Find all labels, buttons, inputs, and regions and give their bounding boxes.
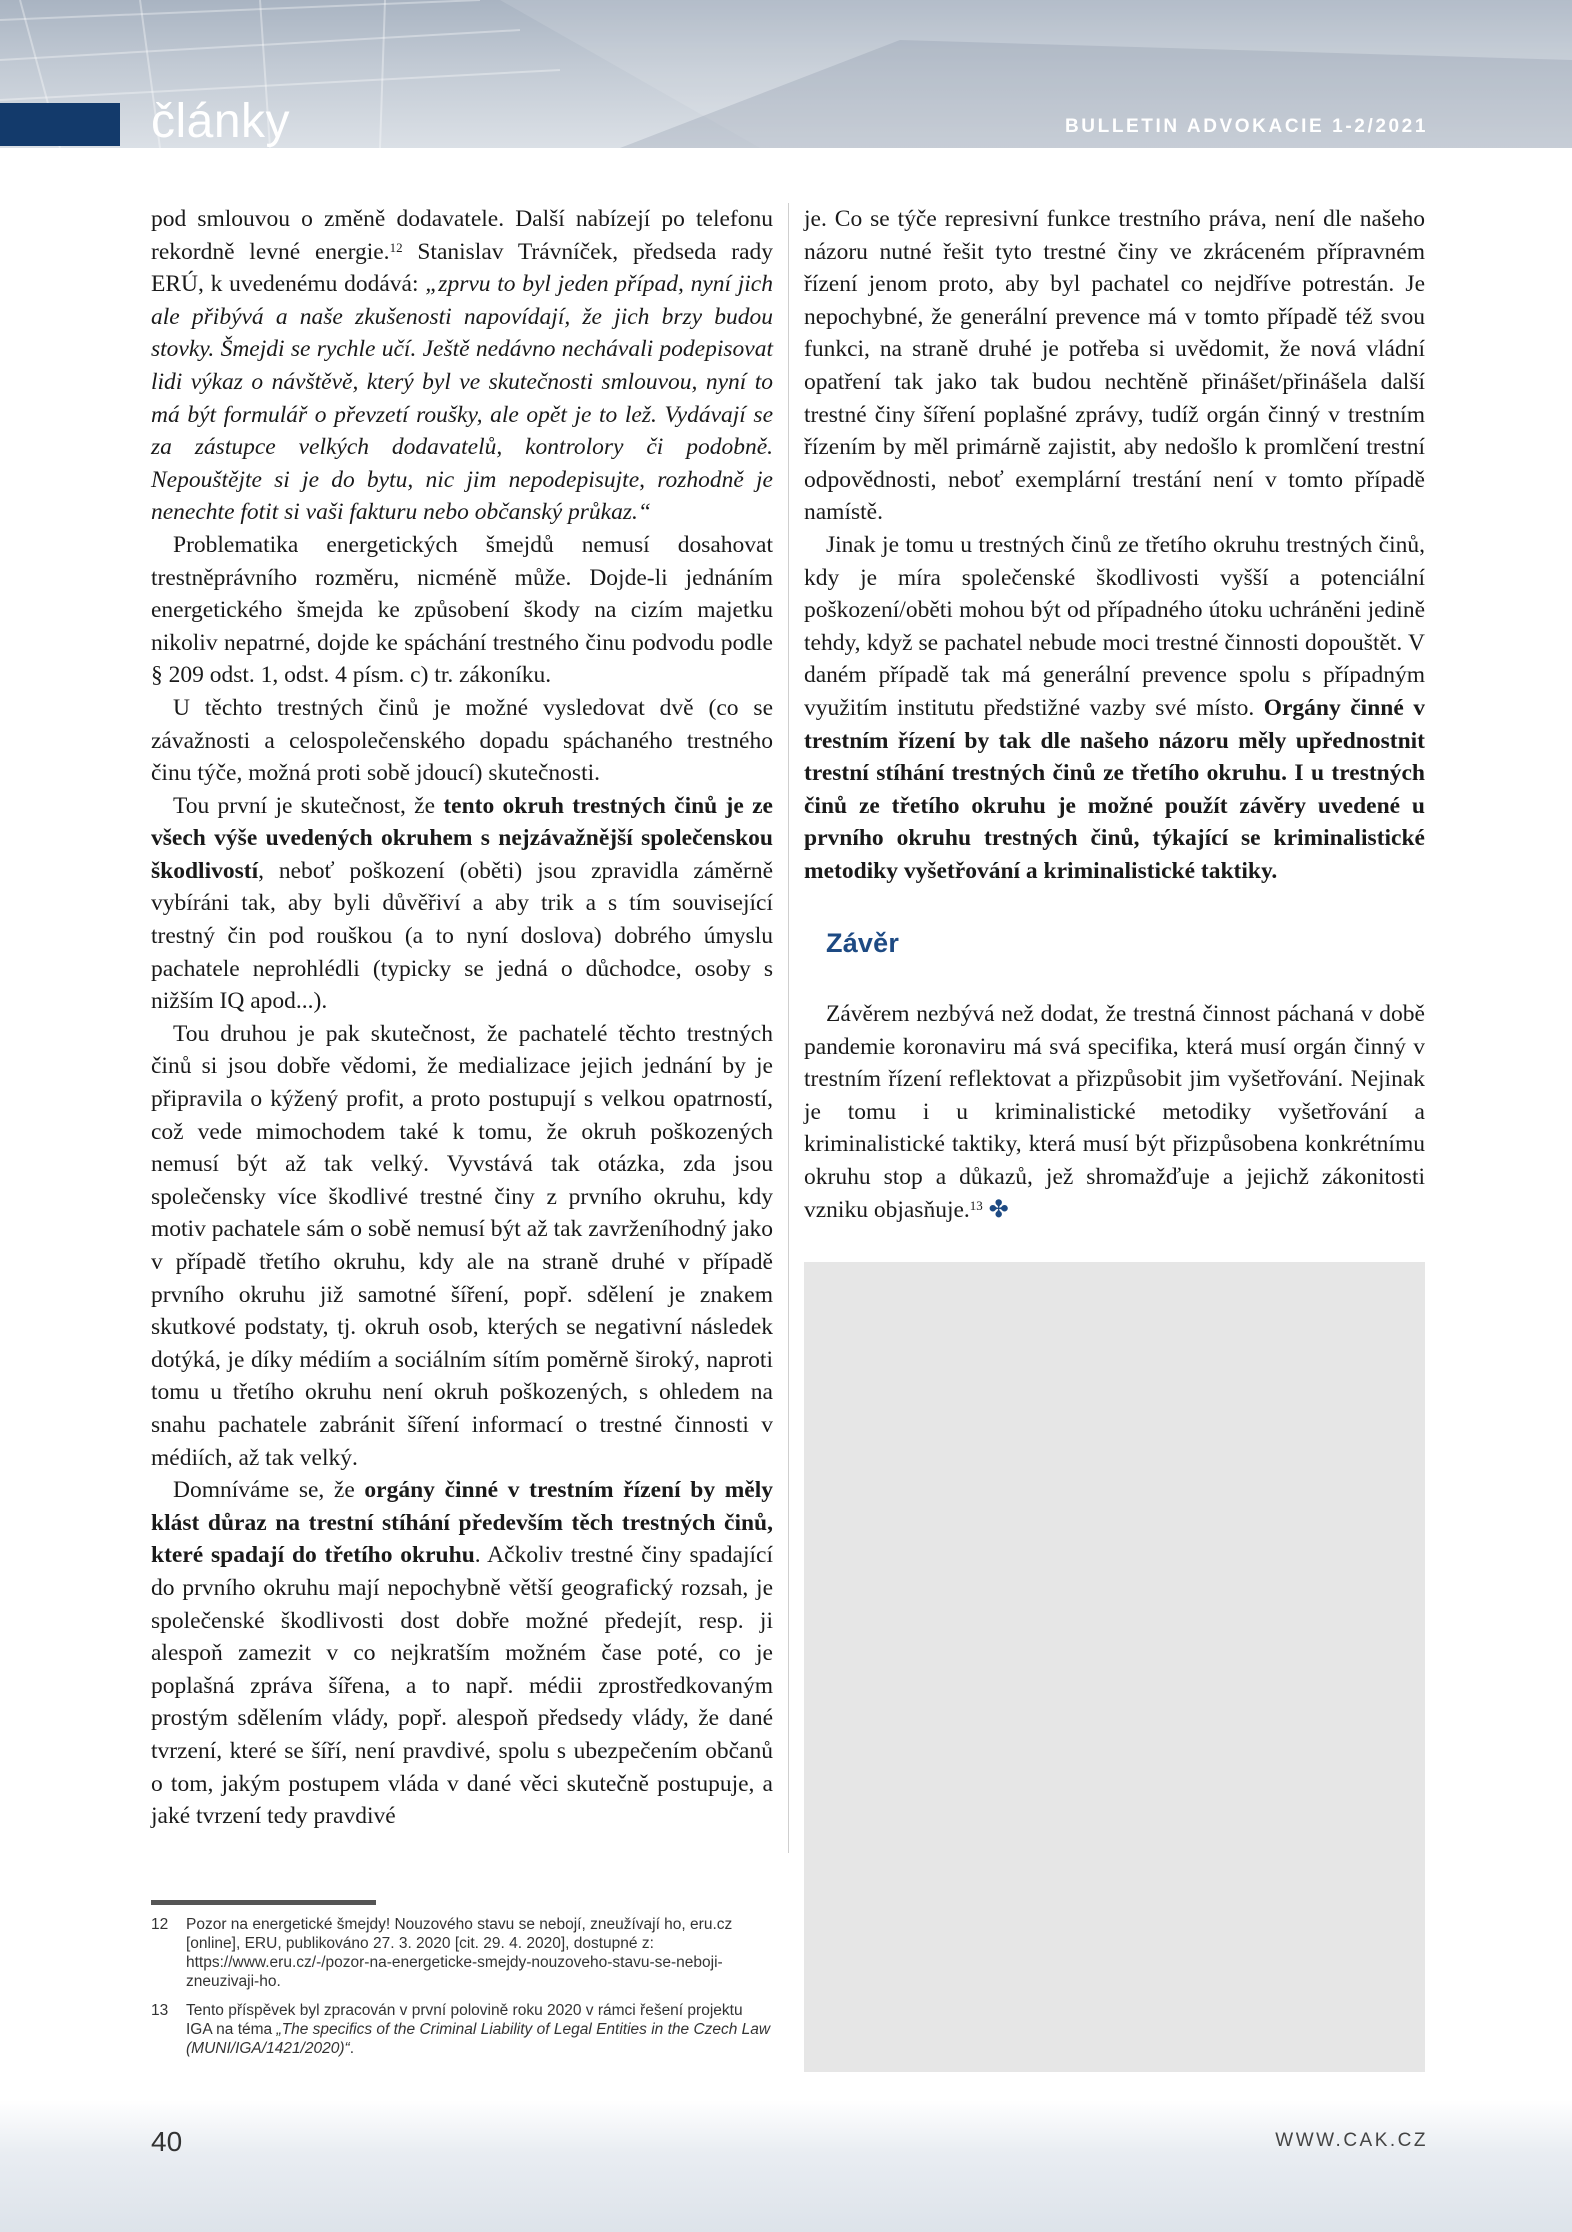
footnote-12 <box>151 1915 771 1991</box>
section-heading: Závěr <box>826 928 900 959</box>
footnotes <box>151 1915 771 2068</box>
placeholder-box <box>804 1262 1425 2072</box>
footnote-ref-12[interactable]: 12 <box>389 239 403 255</box>
paragraph: U těchto trestných činů je možné vysledovat dvě (co se závažnosti a celospolečenského dopadu spáchaného trestného činu týče, možná proti sobě jdoucí) skutečnosti. <box>151 694 773 787</box>
section-label: články <box>151 95 291 148</box>
paragraph: Závěrem nezbývá než dodat, že trestná činnost páchaná v době pandemie koronaviru má svá specifika, která musí orgán činný v trestním řízení reflektovat a přizpůsobit jim vyšetřování. Nejinak je tomu i u kriminalistické metodiky vyšetřování a kriminalistické taktiky, která musí být přizpůsobena konkrétnímu okruhu stop a důkazů, jež shromažďuje a jejichž zákonitosti vzniku objasňuje.$^{13}$ ✤ <box>804 1001 1425 1223</box>
page-footer <box>0 2100 1572 2232</box>
paragraph: Problematika energetických šmejdů nemusí dosahovat trestněprávního rozměru, nicméně může. Dojde-li jednáním energetického šmejda ke způsobení škody na cizím majetku nikoliv nepatrné, dojde ke spáchání trestného činu podvodu podle § 209 odst. 1, odst. 4 písm. c) tr. zákoníku. <box>151 531 773 689</box>
paragraph: Tou druhou je pak skutečnost, že pachatelé těchto trestných činů si jsou dobře vědomi, že medializace jejich jednání by je připravila o kýžený profit, a proto postupují s velkou opatrností, což vede mimochodem také k tomu, že okruh poškozených nemusí být až tak velký. Vyvstává tak otázka, zda jsou společensky více škodlivé trestné činy z prvního okruhu, kdy motiv pachatele sám o sobě nemusí být až tak zavrženíhodný jako v případě třetího okruhu, kdy ale na straně druhé v případě prvního okruhu již samotné šíření, popř. sdělení je znakem skutkové podstaty, tj. okruh osob, kterých se negativní následek dotýká, je díky médiím a sociálním sítím poměrně široký, naproti tomu u třetího okruhu není okruh poškozených, s ohledem na snahu pachatele zabránit šíření informací o trestné činnosti v médiích, až tak velký. <box>151 1020 773 1471</box>
section-tab-accent <box>0 103 120 146</box>
footnote-rule <box>151 1900 376 1905</box>
footnote-13 <box>151 2001 771 2058</box>
journal-title: BULLETIN ADVOKACIE 1-2/2021 <box>1064 116 1428 137</box>
footnote-ref-13[interactable]: 13 <box>969 1197 983 1213</box>
right-column <box>804 203 1425 1226</box>
end-mark-icon: ✤ <box>988 1196 1009 1223</box>
page-header <box>0 0 1572 148</box>
page-number: 40 <box>151 2126 183 2157</box>
emphasis: tento okruh trestných činů je ze všech výše uvedených okruhem s nejzávažnější společenskou škodlivostí <box>151 792 773 884</box>
footnote-text: Pozor na energetické šmejdy! Nouzového stavu se nebojí, zneužívají ho, eru.cz [online], ERU, publikováno 27. 3. 2020 [cit. 29. 4. 2020], dostupné z: https://www.eru.cz/-/pozor-na-energeticke-smejdy-nouzoveho-stavu-se-neboji-zneuzivaji-ho. <box>186 1916 733 1990</box>
paragraph: pod smlouvou o změně dodavatele. Další nabízejí po telefonu rekordně levné energie.$^{12}$ Stanislav Trávníček, předseda rady ERÚ, k uvedenému dodává: „zprvu to byl jeden případ, nyní jich ale přibývá a naše zkušenosti napovídají, že jich brzy budou stovky. Šmejdi se rychle učí. Ještě nedávno nechávali podepisovat lidi výkaz o návštěvě, který byl ve skutečnosti smlouvou, nyní to má být formulář o převzetí roušky, ale opět je to lež. Vydávají se za zástupce velkých dodavatelů, kontrolory či podobně. Nepouštějte si je do bytu, nic jim nepodepisujte, rozhodně je nenechte fotit si vaši fakturu nebo občanský průkaz.“ <box>151 206 773 526</box>
emphasis: orgány činné v trestním řízení by měly klást důraz na trestní stíhání především těch trestných činů, které spadají do třetího okruhu <box>151 1477 773 1569</box>
footnote-number: 13 <box>151 2002 169 2019</box>
left-column <box>151 203 773 1833</box>
quote: „zprvu to byl jeden případ, nyní jich ale přibývá a naše zkušenosti napovídají, že jich brzy budou stovky. Šmejdi se rychle učí. Ještě nedávno nechávali podepisovat lidi výkaz o návštěvě, který byl ve skutečnosti smlouvou, nyní to má být formulář o převzetí roušky, ale opět je to lež. Vydávají se za zástupce velkých dodavatelů, kontrolory či podobně. Nepouštějte si je do bytu, nic jim nepodepisujte, rozhodně je nenechte fotit si vaši fakturu nebo občanský průkaz.“ <box>151 271 773 526</box>
site-url[interactable]: WWW.CAK.CZ <box>1275 2130 1428 2151</box>
footnote-number: 12 <box>151 1916 169 1933</box>
footnote-text: Tento příspěvek byl zpracován v první polovině roku 2020 v rámci řešení projektu IGA na téma „The specifics of the Criminal Liability of Legal Entities in the Czech Law (MUNI/IGA/1421/2020)“. <box>186 2002 771 2057</box>
paragraph: Jinak je tomu u trestných činů ze třetího okruhu trestných činů, kdy je míra společenské škodlivosti vyšší a potenciální poškození/oběti mohou být od případného útoku uchráněni jedině tehdy, když se pachatel nebude moci trestné činnosti dopouštět. V daném případě tak má generální prevence spolu s případným využitím institutu předstižné vazby své místo. Orgány činné v trestním řízení by tak dle našeho názoru měly upřednostnit trestní stíhání trestných činů ze třetího okruhu. I u trestných činů ze třetího okruhu je možné použít závěry uvedené u prvního okruhu trestných činů, týkající se kriminalistické metodiky vyšetřování a kriminalistické taktiky. <box>804 531 1426 884</box>
column-divider <box>788 203 789 1853</box>
paragraph: Tou první je skutečnost, že tento okruh trestných činů je ze všech výše uvedených okruhem s nejzávažnější společenskou škodlivostí, neboť poškození (oběti) jsou zpravidla záměrně vybíráni tak, aby byli důvěřiví a aby trik a s tím související trestný čin pod rouškou (a to nyní doslova) dobrého úmyslu pachatele neprohlédli (typicky se jedná o důchodce, osoby s nižším IQ apod...). <box>151 792 773 1015</box>
paragraph: Domníváme se, že orgány činné v trestním řízení by měly klást důraz na trestní stíhání především těch trestných činů, které spadají do třetího okruhu. Ačkoliv trestné činy spadající do prvního okruhu mají nepochybně větší geografický rozsah, je společenské škodlivosti dost dobře možné předejít, resp. ji alespoň zamezit v co nejkratším možném čase poté, co je poplašná zpráva šířena, a to např. médii zprostředkovaným prostým sdělením vlády, popř. alespoň předsedy vlády, že dané tvrzení, které se šíří, není pravdivé, spolu s ubezpečením občanů o tom, jakým postupem vláda v dané věci skutečně postupuje, a jaké tvrzení tedy pravdivé <box>151 1477 773 1830</box>
paragraph: je. Co se týče represivní funkce trestního práva, není dle našeho názoru nutné řešit tyto trestné činy ve zkráceném přípravném řízení jenom proto, aby byl pachatel co nejdříve potrestán. Je nepochybné, že generální prevence má v tomto případě též svou funkci, na straně druhé je potřeba si uvědomit, že nová vládní opatření tak jako tak budou nechtěně přinášet/přinášela další trestné činy šíření poplašné zprávy, tudíž orgán činný v trestním řízením by měl primárně zajistit, aby nedošlo k promlčení trestní odpovědnosti, neboť exemplární trestání není v tomto případě namístě. <box>804 206 1425 526</box>
emphasis: Orgány činné v trestním řízení by tak dle našeho názoru měly upřednostnit trestní stíhání trestných činů ze třetího okruhu. I u trestných činů ze třetího okruhu je možné použít závěry uvedené u prvního okruhu trestných činů, týkající se kriminalistické metodiky vyšetřování a kriminalistické taktiky. <box>804 694 1426 884</box>
